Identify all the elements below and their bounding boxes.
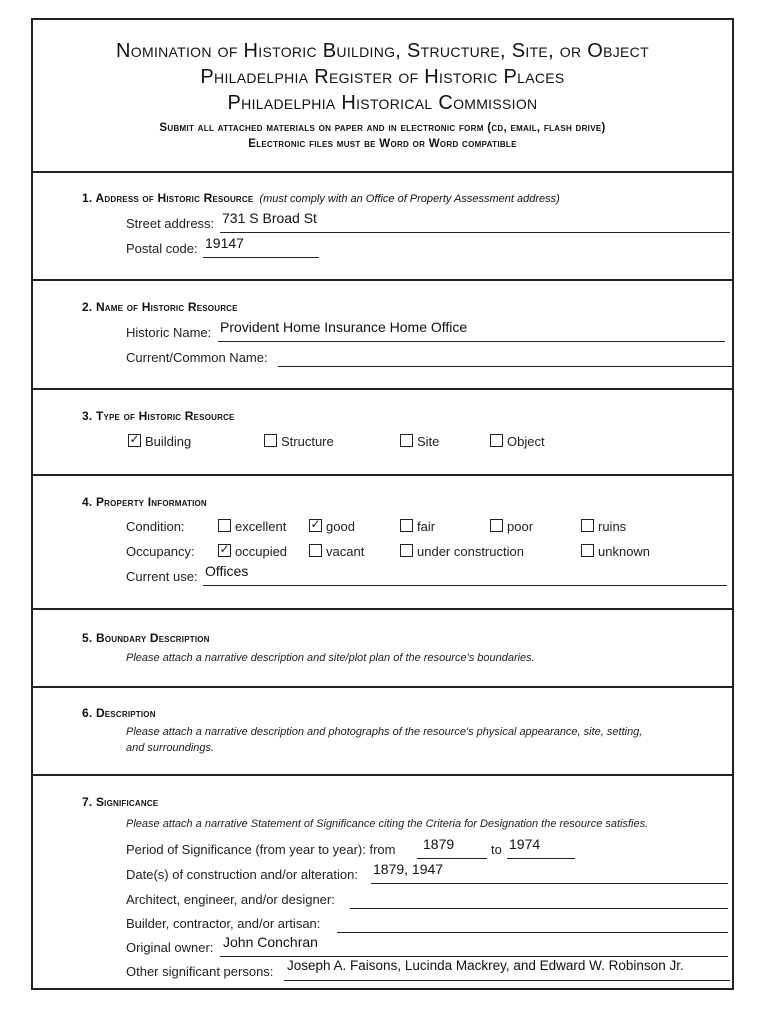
- construction-dates-value: 1879, 1947: [373, 861, 444, 877]
- object-label: Object: [507, 434, 545, 449]
- builder-label: Builder, contractor, and/or artisan:: [126, 916, 321, 931]
- type-building-option[interactable]: [128, 434, 191, 449]
- current-use-field[interactable]: [203, 569, 727, 586]
- vacant-label: vacant: [326, 544, 365, 559]
- section-6-heading: 6. Description: [82, 706, 156, 720]
- register-title: Philadelphia Register of Historic Places: [200, 66, 565, 88]
- street-address-value: 731 S Broad St: [222, 210, 317, 226]
- condition-ruins-option[interactable]: [581, 519, 626, 534]
- ruins-label: ruins: [598, 519, 627, 534]
- construction-dates-label: Date(s) of construction and/or alteration:: [126, 867, 358, 882]
- builder-field[interactable]: [337, 916, 728, 933]
- occupancy-vacant-option[interactable]: [309, 544, 364, 559]
- structure-checkbox[interactable]: [264, 434, 277, 447]
- building-checkbox[interactable]: [128, 434, 141, 447]
- boundary-instructions: Please attach a narrative description and site/plot plan of the resource's boundaries.: [126, 652, 535, 664]
- original-owner-value: John Conchran: [223, 934, 318, 950]
- significance-instructions: Please attach a narrative Statement of Significance citing the Criteria for Designation the resource satisfies.: [126, 818, 649, 830]
- commission-title: Philadelphia Historical Commission: [227, 92, 538, 114]
- vacant-checkbox[interactable]: [309, 544, 322, 557]
- structure-label: Structure: [281, 434, 334, 449]
- section-1-heading: [82, 191, 560, 205]
- significant-persons-label: Other significant persons:: [126, 964, 274, 979]
- condition-excellent-option[interactable]: [218, 519, 286, 534]
- occupancy-under-construction-option[interactable]: [400, 544, 524, 559]
- current-use-value: Offices: [205, 563, 249, 579]
- nomination-form: [31, 18, 734, 990]
- excellent-checkbox[interactable]: [218, 519, 231, 532]
- unknown-checkbox[interactable]: [581, 544, 594, 557]
- poor-label: poor: [507, 519, 534, 534]
- architect-field[interactable]: [350, 892, 728, 909]
- ruins-checkbox[interactable]: [581, 519, 594, 532]
- historic-name-value: Provident Home Insurance Home Office: [220, 319, 468, 335]
- street-address-label: Street address:: [126, 216, 215, 231]
- significant-persons-value: Joseph A. Faisons, Lucinda Mackrey, and Edward W. Robinson Jr.: [287, 958, 684, 973]
- divider: [33, 474, 732, 476]
- common-name-field[interactable]: [278, 350, 732, 367]
- divider: [33, 171, 732, 173]
- period-to-value: 1974: [509, 836, 541, 852]
- condition-label: Condition:: [126, 519, 185, 534]
- good-label: good: [326, 519, 355, 534]
- divider: [33, 279, 732, 281]
- description-instructions-line2: and surroundings.: [126, 742, 215, 754]
- divider: [33, 686, 732, 688]
- under-construction-label: under construction: [417, 544, 524, 559]
- section-4-heading: 4. Property Information: [82, 495, 207, 509]
- type-structure-option[interactable]: [264, 434, 334, 449]
- current-use-label: Current use:: [126, 569, 198, 584]
- section-5-heading: 5. Boundary Description: [82, 631, 210, 645]
- divider: [33, 388, 732, 390]
- good-checkbox[interactable]: [309, 519, 322, 532]
- period-label: Period of Significance (from year to year): from: [126, 842, 396, 857]
- divider: [33, 608, 732, 610]
- occupancy-occupied-option[interactable]: [218, 544, 287, 559]
- occupied-label: occupied: [235, 544, 288, 559]
- condition-poor-option[interactable]: [490, 519, 533, 534]
- divider: [33, 774, 732, 776]
- section-1-title: 1. Address of Historic Resource: [82, 191, 254, 205]
- form-title: Nomination of Historic Building, Structure, Site, or Object: [116, 40, 649, 62]
- electronic-instructions: Electronic files must be Word or Word compatible: [248, 138, 517, 150]
- section-7-heading: 7. Significance: [82, 795, 159, 809]
- occupancy-unknown-option[interactable]: [581, 544, 650, 559]
- condition-good-option[interactable]: [309, 519, 355, 534]
- poor-checkbox[interactable]: [490, 519, 503, 532]
- architect-label: Architect, engineer, and/or designer:: [126, 892, 335, 907]
- historic-name-label: Historic Name:: [126, 325, 212, 340]
- site-checkbox[interactable]: [400, 434, 413, 447]
- check-icon: ✓: [219, 542, 230, 556]
- type-site-option[interactable]: [400, 434, 439, 449]
- common-name-label: Current/Common Name:: [126, 350, 268, 365]
- site-label: Site: [417, 434, 440, 449]
- fair-label: fair: [417, 519, 436, 534]
- original-owner-label: Original owner:: [126, 940, 214, 955]
- period-to-label: to: [491, 842, 502, 857]
- section-3-heading: 3. Type of Historic Resource: [82, 409, 235, 423]
- under-construction-checkbox[interactable]: [400, 544, 413, 557]
- section-1-note: (must comply with an Office of Property Assessment address): [259, 193, 560, 205]
- unknown-label: unknown: [598, 544, 651, 559]
- check-icon: ✓: [310, 517, 321, 531]
- occupancy-label: Occupancy:: [126, 544, 195, 559]
- object-checkbox[interactable]: [490, 434, 503, 447]
- building-label: Building: [145, 434, 192, 449]
- condition-fair-option[interactable]: [400, 519, 435, 534]
- fair-checkbox[interactable]: [400, 519, 413, 532]
- submit-instructions: Submit all attached materials on paper and in electronic form (cd, email, flash drive): [159, 122, 606, 134]
- excellent-label: excellent: [235, 519, 287, 534]
- section-2-heading: 2. Name of Historic Resource: [82, 300, 238, 314]
- type-object-option[interactable]: [490, 434, 545, 449]
- check-icon: ✓: [129, 432, 140, 446]
- period-from-value: 1879: [423, 836, 455, 852]
- description-instructions-line1: Please attach a narrative description and photographs of the resource's physical appearance, site, setting,: [126, 726, 643, 738]
- occupied-checkbox[interactable]: [218, 544, 231, 557]
- postal-code-label: Postal code:: [126, 241, 198, 256]
- postal-code-value: 19147: [205, 235, 244, 251]
